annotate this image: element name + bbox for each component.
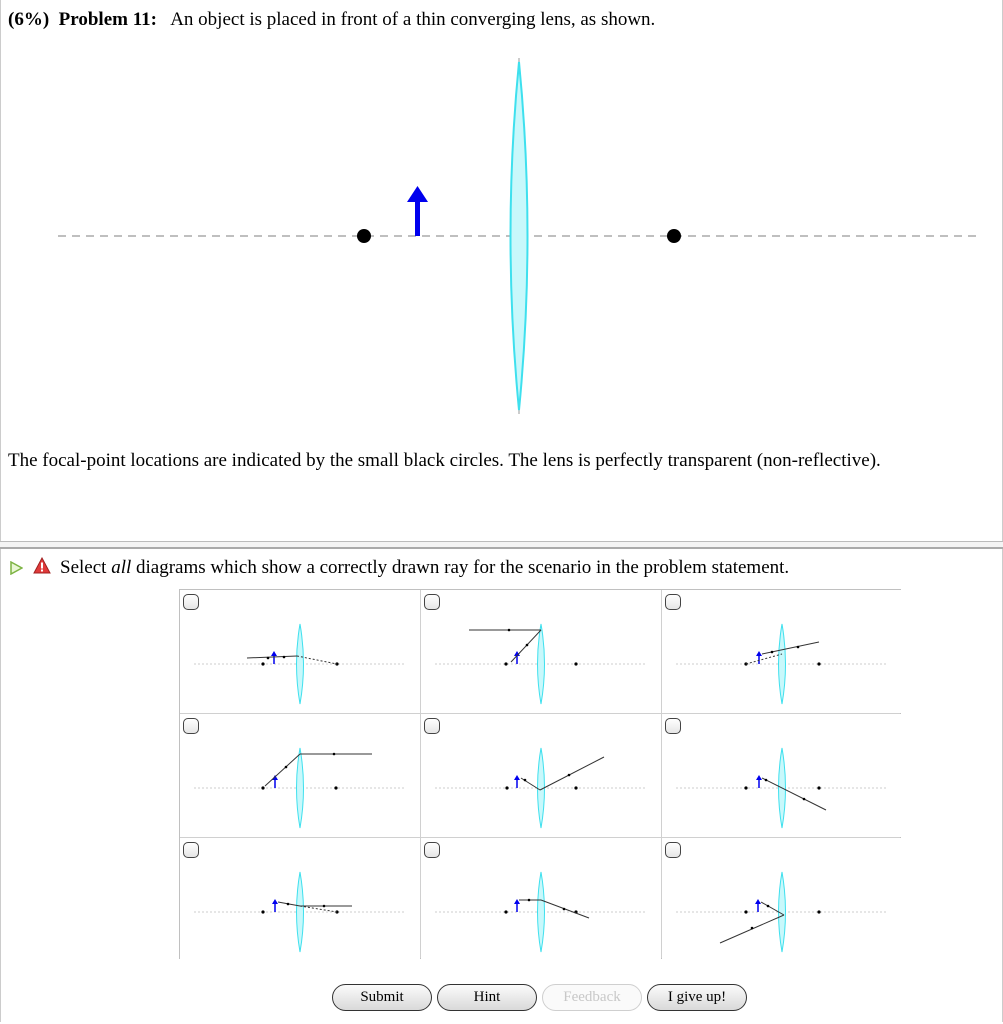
problem-statement: An object is placed in front of a thin converging lens, as shown.	[170, 9, 656, 30]
question-post: diagrams which show a correctly drawn ray for the scenario in the problem statement.	[131, 557, 790, 578]
choice-grid	[179, 589, 901, 959]
play-icon[interactable]	[9, 561, 23, 575]
converging-lens	[511, 62, 528, 410]
ray-diagram-8	[421, 838, 661, 960]
focal-point-right	[667, 229, 681, 243]
focal-point-description: The focal-point locations are indicated by the small black circles. The lens is perfectly transparent (non-reflective).	[8, 450, 881, 471]
ray-diagram-5	[421, 714, 661, 837]
question-emphasis: all	[111, 557, 132, 578]
feedback-button: Feedback	[542, 984, 642, 1011]
choice-cell-1[interactable]	[180, 590, 420, 713]
ray-diagram-6	[662, 714, 902, 837]
problem-points: (6%)	[8, 9, 50, 30]
action-buttons	[0, 984, 1003, 1012]
ray-diagram-4	[180, 714, 420, 837]
hint-button[interactable]: Hint	[437, 984, 537, 1011]
ray-diagram-9	[662, 838, 902, 960]
problem-title: Problem 11:	[58, 9, 157, 30]
warning-icon	[33, 557, 51, 574]
choice-cell-6[interactable]	[662, 714, 902, 837]
ray-diagram-1	[180, 590, 420, 713]
submit-button[interactable]: Submit	[332, 984, 432, 1011]
choice-cell-7[interactable]	[180, 838, 420, 960]
question-text	[60, 556, 789, 580]
problem-header	[8, 8, 655, 32]
ray-diagram-7	[180, 838, 420, 960]
main-lens-diagram	[0, 40, 1003, 430]
choice-cell-8[interactable]	[421, 838, 661, 960]
give-up-button[interactable]: I give up!	[647, 984, 747, 1011]
question-pre: Select	[60, 557, 112, 578]
choice-cell-4[interactable]	[180, 714, 420, 837]
focal-point-left	[357, 229, 371, 243]
choice-cell-2[interactable]	[421, 590, 661, 713]
ray-diagram-2	[421, 590, 661, 713]
choice-cell-9[interactable]	[662, 838, 902, 960]
section-divider	[0, 541, 1003, 549]
object-arrow	[407, 186, 428, 236]
choice-cell-3[interactable]	[662, 590, 902, 713]
ray-diagram-3	[662, 590, 902, 713]
choice-cell-5[interactable]	[421, 714, 661, 837]
